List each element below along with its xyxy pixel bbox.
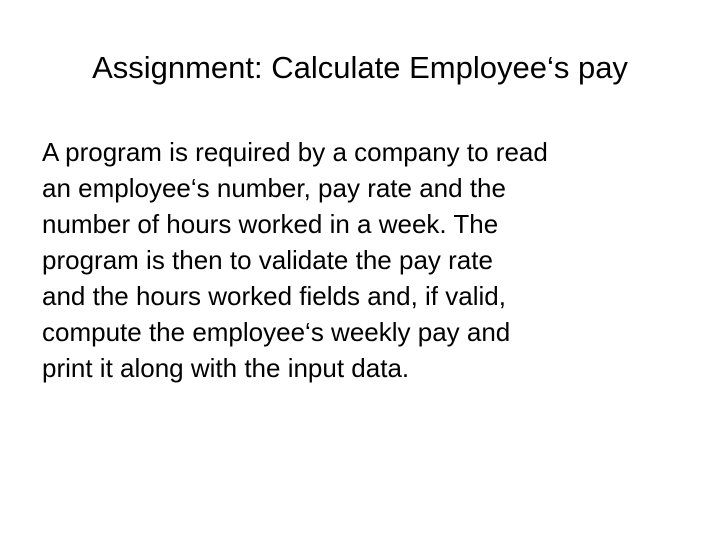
- description-line: and the hours worked fields and, if valid,: [42, 281, 506, 311]
- slide-body: [42, 134, 682, 386]
- description-line: an employee‘s number, pay rate and the: [42, 173, 506, 203]
- slide-title: Assignment: Calculate Employee‘s pay: [92, 50, 628, 85]
- description-line: compute the employee‘s weekly pay and: [42, 317, 511, 347]
- assignment-description: [42, 134, 682, 386]
- description-line: number of hours worked in a week. The: [42, 209, 499, 239]
- description-line: A program is required by a company to read: [42, 137, 548, 167]
- description-line: print it along with the input data.: [42, 353, 410, 383]
- description-line: program is then to validate the pay rate: [42, 245, 493, 275]
